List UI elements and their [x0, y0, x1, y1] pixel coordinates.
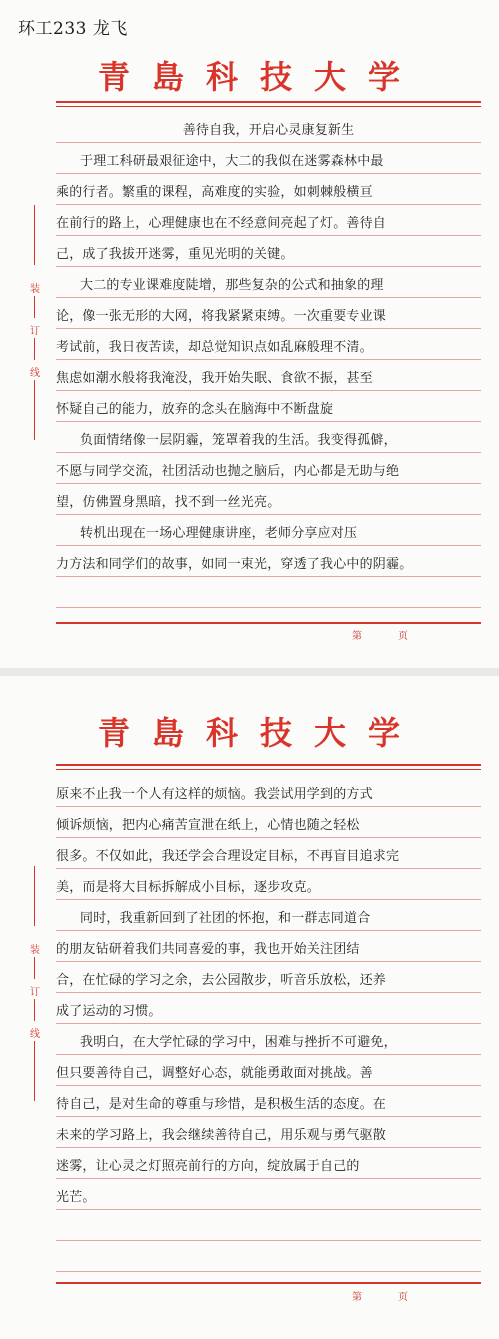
ruled-line — [56, 298, 481, 329]
ruled-line — [56, 236, 481, 267]
handwritten-line: 倾诉烦恼，把内心痛苦宣泄在纸上，心情也随之轻松 — [56, 818, 360, 833]
binding-dash — [34, 999, 35, 1021]
ruled-line — [56, 807, 481, 838]
ruled-line — [56, 1241, 481, 1272]
top-rule-thin — [56, 106, 481, 107]
handwritten-line: 迷雾，让心灵之灯照亮前行的方向，绽放属于自己的 — [56, 1159, 360, 1174]
ruled-line — [56, 112, 481, 143]
ruled-line — [56, 577, 481, 608]
handwritten-line: 待自己，是对生命的尊重与珍惜，是积极生活的态度。在 — [56, 1097, 387, 1112]
handwritten-line: 大二的专业课难度陡增，那些复杂的公式和抽象的理 — [80, 278, 384, 293]
ruled-line — [56, 546, 481, 577]
binding-label-3: 线 — [30, 368, 40, 379]
handwritten-line: 未来的学习路上，我会继续善待自己，用乐观与勇气驱散 — [56, 1128, 387, 1143]
page-number-suffix: 页 — [398, 631, 408, 642]
handwritten-line: 的朋友钻研着我们共同喜爱的事，我也开始关注团结 — [56, 942, 360, 957]
ruled-line — [56, 1086, 481, 1117]
ruled-line — [56, 453, 481, 484]
handwritten-line: 在前行的路上，心理健康也在不经意间亮起了灯。善待自 — [56, 216, 387, 231]
handwritten-line: 怀疑自己的能力，放弃的念头在脑海中不断盘旋 — [56, 402, 334, 417]
ruled-line — [56, 515, 481, 546]
handwritten-line: 但只要善待自己，调整好心态，就能勇敢面对挑战。善 — [56, 1066, 373, 1081]
bottom-rule — [56, 622, 481, 624]
handwritten-line: 望，仿佛置身黑暗，找不到一丝光亮。 — [56, 495, 281, 510]
binding-dash — [34, 957, 35, 979]
ruled-line — [56, 329, 481, 360]
ruled-line — [56, 993, 481, 1024]
university-title: 青島科技大学 — [97, 58, 422, 96]
notebook-page-1 — [0, 0, 499, 668]
ruled-line — [56, 1179, 481, 1210]
ruled-line — [56, 1148, 481, 1179]
ruled-line — [56, 143, 481, 174]
binding-label-2: 订 — [30, 987, 40, 998]
header-note: 环工233 龙飞 — [18, 19, 128, 39]
ruled-line — [56, 205, 481, 236]
notebook-page-2 — [0, 676, 499, 1339]
ruled-line — [56, 484, 481, 515]
ruled-line — [56, 174, 481, 205]
handwritten-line: 考试前，我日夜苦读，却总觉知识点如乱麻般理不清。 — [56, 340, 373, 355]
handwritten-line: 转机出现在一场心理健康讲座，老师分享应对压 — [80, 526, 358, 541]
ruled-line — [56, 900, 481, 931]
page-number-prefix: 第 — [352, 1292, 362, 1303]
ruled-line — [56, 1024, 481, 1055]
handwritten-line: 合，在忙碌的学习之余，去公园散步，听音乐放松，还养 — [56, 973, 387, 988]
ruled-line — [56, 931, 481, 962]
handwritten-line: 力方法和同学们的故事，如同一束光，穿透了我心中的阴霾。 — [56, 557, 413, 572]
binding-label-2: 订 — [30, 326, 40, 337]
handwritten-line: 原来不止我一个人有这样的烦恼。我尝试用学到的方式 — [56, 787, 373, 802]
binding-dash — [34, 380, 35, 440]
binding-dash — [34, 1041, 35, 1101]
top-rule-thin — [56, 769, 481, 770]
bottom-rule — [56, 1282, 481, 1284]
ruled-line — [56, 1055, 481, 1086]
ruled-line — [56, 360, 481, 391]
handwritten-line: 焦虑如潮水般将我淹没，我开始失眠、食欲不振，甚至 — [56, 371, 373, 386]
binding-label-1: 装 — [30, 945, 40, 956]
handwritten-line: 光芒。 — [56, 1190, 96, 1205]
handwritten-line: 乘的行者。繁重的课程，高难度的实验，如刺棘般横亘 — [56, 185, 373, 200]
binding-dash — [34, 866, 35, 926]
handwritten-line: 善待自我，开启心灵康复新生 — [182, 123, 355, 138]
ruled-line — [56, 422, 481, 453]
page-number-prefix: 第 — [352, 631, 362, 642]
binding-label-3: 线 — [30, 1029, 40, 1040]
binding-dash — [34, 296, 35, 318]
handwritten-line: 己，成了我拔开迷雾，重见光明的关键。 — [56, 247, 294, 262]
top-rule — [56, 764, 481, 766]
handwritten-line: 同时，我重新回到了社团的怀抱，和一群志同道合 — [80, 911, 371, 926]
handwritten-line: 负面情绪像一层阴霾，笼罩着我的生活。我变得孤僻， — [80, 433, 397, 448]
ruled-line — [56, 267, 481, 298]
ruled-line — [56, 869, 481, 900]
binding-dash — [34, 338, 35, 360]
handwritten-line: 我明白，在大学忙碌的学习中，困难与挫折不可避免， — [80, 1035, 397, 1050]
handwritten-line: 美，而是将大目标拆解成小目标，逐步攻克。 — [56, 880, 321, 895]
handwritten-line: 成了运动的习惯。 — [56, 1004, 162, 1019]
text-lines — [56, 776, 481, 1272]
handwritten-line: 很多。不仅如此，我还学会合理设定目标，不再盲目追求完 — [56, 849, 400, 864]
handwritten-line: 于理工科研最艰征途中，大二的我似在迷雾森林中最 — [80, 154, 384, 169]
binding-label-1: 装 — [30, 284, 40, 295]
ruled-line — [56, 1210, 481, 1241]
ruled-line — [56, 776, 481, 807]
ruled-line — [56, 391, 481, 422]
page-number-suffix: 页 — [398, 1292, 408, 1303]
top-rule — [56, 101, 481, 103]
university-title: 青島科技大学 — [97, 714, 422, 752]
text-lines — [56, 112, 481, 608]
binding-dash — [34, 205, 35, 265]
ruled-line — [56, 1117, 481, 1148]
ruled-line — [56, 838, 481, 869]
handwritten-line: 不愿与同学交流，社团活动也抛之脑后，内心都是无助与绝 — [56, 464, 400, 479]
ruled-line — [56, 962, 481, 993]
handwritten-line: 论，像一张无形的大网，将我紧紧束缚。一次重要专业课 — [56, 309, 387, 324]
